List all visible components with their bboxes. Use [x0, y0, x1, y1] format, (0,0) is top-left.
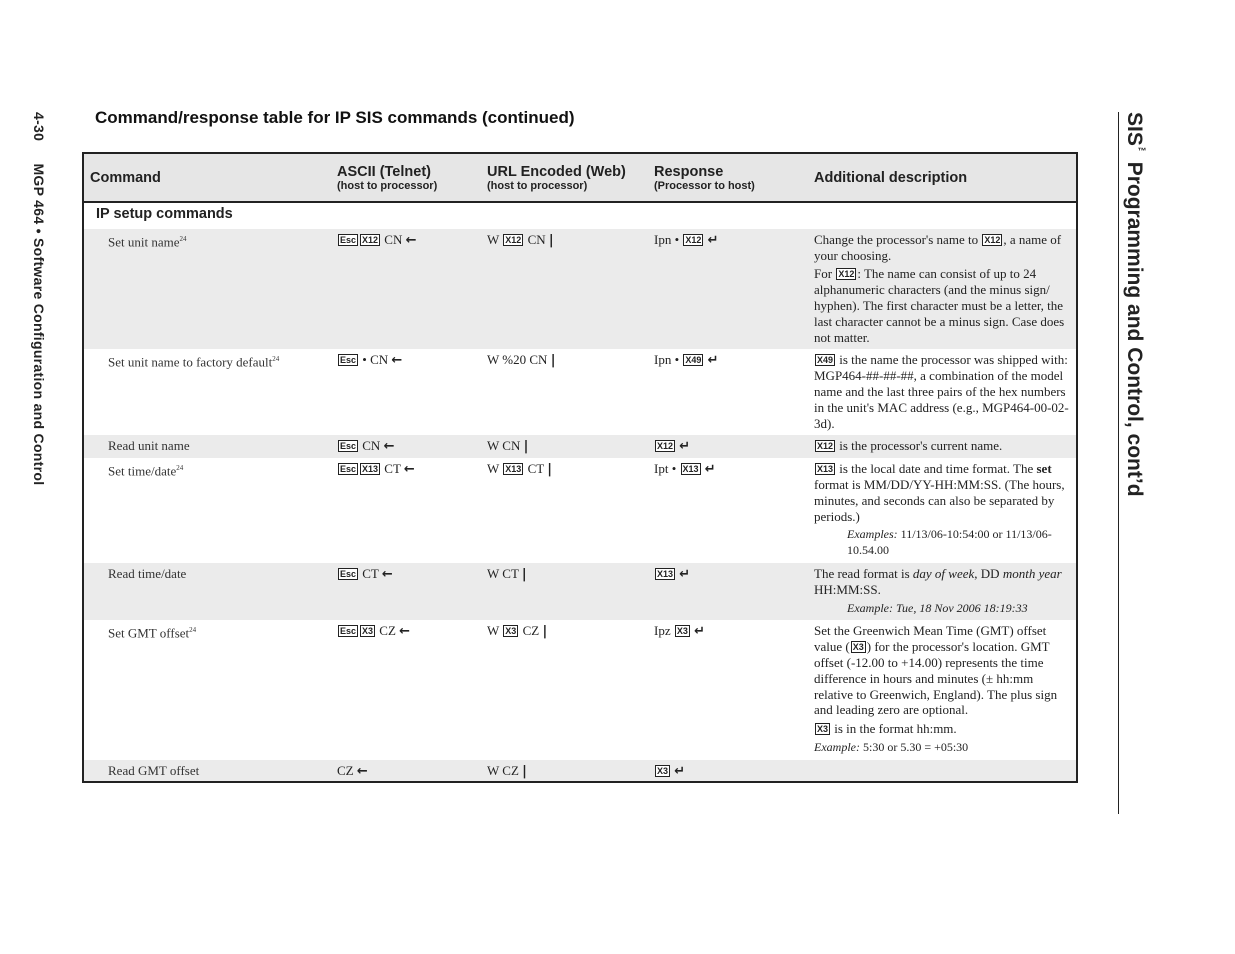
- description-text: ) for the processor's location. GMT offset (-12.00 to +14.00) represents the time difference in hours and minutes (± hh:mm relative to Greenwich, England). The plus sign and leading zero are optional.: [814, 639, 1058, 718]
- description-paragraph: [814, 461, 1072, 524]
- response-cell: [648, 563, 808, 620]
- example-label: Example:: [814, 739, 860, 754]
- response-cell: [648, 458, 808, 563]
- esc-key-token: Esc: [340, 234, 357, 245]
- description-text: is the name the processor was shipped with: MGP464-##-##-##, a combination of the model name and the last three pairs of the hex numbers in the unit's MAC address (e.g., MGP464-00-02-3d).: [814, 352, 1069, 431]
- chapter-rest: Programming and Control, cont’d: [1123, 155, 1146, 497]
- response-cell: [648, 229, 808, 350]
- description-paragraph: [814, 721, 1072, 737]
- group-row: [83, 202, 1077, 229]
- url-prefix: W: [487, 231, 500, 247]
- description-paragraph: [814, 438, 1072, 454]
- chapter-sis: SIS: [1123, 112, 1146, 146]
- return-arrow-icon: ↵: [674, 763, 686, 779]
- header-ascii-sub: (host to processor): [337, 179, 438, 192]
- url-command: W CZ: [487, 762, 519, 778]
- footnote-ref: 24: [189, 626, 197, 635]
- ascii-cell: [331, 435, 481, 458]
- bullet-icon: •: [674, 352, 680, 368]
- header-response-label: Response: [654, 163, 724, 180]
- table-row: [83, 563, 1077, 620]
- footnote-ref: 24: [176, 464, 184, 473]
- command-cell: [83, 563, 331, 620]
- command-response-table: [82, 152, 1078, 783]
- chapter-heading: [1122, 112, 1147, 497]
- description-italic: month year: [1002, 565, 1062, 581]
- description-text: : The name can consist of up to 24 alphanumeric characters (and the minus sign/ hyphen). The first character must be a letter, the last character cannot be a minus sign. Case does not matter.: [814, 266, 1065, 345]
- ascii-cell: [331, 563, 481, 620]
- x12-token: X12: [817, 441, 834, 452]
- esc-key-token: Esc: [340, 464, 357, 475]
- header-command-label: Command: [90, 169, 161, 186]
- response-text: Ipn: [654, 231, 672, 247]
- enter-arrow-icon: ←: [399, 624, 411, 640]
- footnote-ref: 24: [179, 234, 187, 243]
- ascii-cell: [331, 760, 481, 782]
- description-paragraph: [814, 623, 1072, 718]
- description-cell: [808, 760, 1077, 782]
- ascii-command: CN: [362, 438, 381, 454]
- pipe-icon: |: [521, 566, 527, 582]
- pipe-icon: |: [548, 232, 554, 248]
- table-row: [83, 435, 1077, 458]
- x12-token: X12: [657, 441, 674, 452]
- page-number: 4-30: [31, 112, 47, 142]
- ascii-command: CT: [384, 461, 401, 477]
- url-cell: [481, 349, 648, 435]
- x49-token: X49: [817, 355, 834, 366]
- description-text: For: [814, 266, 836, 282]
- url-cell: [481, 760, 648, 782]
- example-text: Example: Tue, 18 Nov 2006 18:19:33: [847, 600, 1028, 615]
- response-text: Ipz: [654, 623, 671, 639]
- trademark-symbol: ™: [1137, 145, 1147, 156]
- description-cell: [808, 620, 1077, 759]
- x12-token: X12: [505, 234, 522, 245]
- example-text: 5:30 or 5.30 = +05:30: [859, 739, 969, 754]
- url-cell: [481, 229, 648, 350]
- table-row: [83, 458, 1077, 563]
- response-text: Ipt: [654, 461, 669, 477]
- x13-token: X13: [657, 568, 674, 579]
- description-cell: [808, 349, 1077, 435]
- return-arrow-icon: ↵: [679, 566, 691, 582]
- x49-token: X49: [685, 355, 702, 366]
- pipe-icon: |: [523, 439, 529, 455]
- example-text: 11/13/06-10:54:00 or 11/13/06-10.54.00: [847, 527, 1052, 558]
- esc-key-token: Esc: [340, 355, 357, 366]
- description-text: Set the Greenwich Mean Time (GMT) offset value (: [814, 623, 1047, 655]
- x13-token: X13: [362, 464, 379, 475]
- command-cell: [83, 435, 331, 458]
- x3-token: X3: [852, 642, 864, 653]
- header-description-label: Additional description: [814, 169, 968, 186]
- url-command: CN: [527, 231, 546, 247]
- command-name: Set time/date: [108, 463, 177, 479]
- response-cell: [648, 349, 808, 435]
- x3-token: X3: [676, 626, 688, 637]
- header-url-label: URL Encoded (Web): [487, 163, 626, 180]
- footnote-ref: 24: [272, 355, 280, 364]
- header-command: [83, 153, 331, 202]
- description-text: is the local date and time format. The: [836, 461, 1037, 477]
- bullet-icon: •: [671, 461, 677, 477]
- enter-arrow-icon: ←: [405, 232, 417, 248]
- url-command: W CN: [487, 438, 521, 454]
- command-name: Set unit name to factory default: [108, 354, 273, 370]
- description-cell: [808, 435, 1077, 458]
- table-row: [83, 760, 1077, 782]
- x3-token: X3: [505, 626, 517, 637]
- command-cell: [83, 229, 331, 350]
- enter-arrow-icon: ←: [381, 566, 393, 582]
- url-cell: [481, 620, 648, 759]
- command-cell: [83, 760, 331, 782]
- description-text: HH:MM:SS.: [814, 581, 881, 597]
- description-paragraph: [814, 266, 1072, 345]
- x12-token: X12: [362, 234, 379, 245]
- ascii-cell: [331, 458, 481, 563]
- description-cell: [808, 229, 1077, 350]
- description-text: Change the processor's name to: [814, 231, 982, 247]
- margin-rule: [1118, 112, 1119, 814]
- table-header-row: [83, 153, 1077, 202]
- description-text: , DD: [974, 565, 1003, 581]
- pipe-icon: |: [547, 462, 552, 478]
- description-bold: set: [1036, 461, 1052, 477]
- pipe-icon: |: [550, 353, 556, 369]
- ascii-command: CN: [384, 231, 403, 247]
- pipe-icon: |: [522, 763, 527, 779]
- x3-token: X3: [817, 724, 829, 735]
- example-line: [814, 740, 1072, 756]
- ascii-cell: [331, 229, 481, 350]
- url-cell: [481, 435, 648, 458]
- header-url: [481, 153, 648, 202]
- url-command: CT: [527, 461, 544, 477]
- description-cell: [808, 458, 1077, 563]
- ascii-command: CN: [370, 352, 389, 368]
- description-italic: day of week: [912, 565, 975, 581]
- x13-token: X13: [505, 464, 522, 475]
- enter-arrow-icon: ←: [403, 462, 415, 478]
- ascii-command: CZ: [337, 762, 354, 778]
- ascii-command: CZ: [379, 623, 396, 639]
- table-row: [83, 229, 1077, 350]
- url-prefix: W: [487, 623, 500, 639]
- return-arrow-icon: ↵: [707, 232, 719, 248]
- response-cell: [648, 620, 808, 759]
- x3-token: X3: [362, 626, 374, 637]
- manual-section-label: MGP 464 • Software Configuration and Control: [31, 163, 47, 486]
- x13-token: X13: [682, 464, 699, 475]
- description-paragraph: [814, 352, 1072, 431]
- response-text: Ipn: [654, 352, 672, 368]
- example-label: Examples:: [847, 527, 898, 542]
- command-name: Read unit name: [108, 438, 190, 454]
- esc-key-token: Esc: [340, 568, 357, 579]
- enter-arrow-icon: ←: [383, 439, 395, 455]
- enter-arrow-icon: ←: [356, 763, 368, 779]
- command-name: Set unit name: [108, 234, 180, 250]
- x13-token: X13: [817, 464, 834, 475]
- esc-key-token: Esc: [340, 441, 357, 452]
- header-url-sub: (host to processor): [487, 179, 588, 192]
- url-cell: [481, 458, 648, 563]
- ascii-command: CT: [362, 565, 379, 581]
- pipe-icon: |: [542, 624, 548, 640]
- page-title: Command/response table for IP SIS commands (continued): [95, 108, 575, 127]
- url-command: W %20 CN: [487, 352, 548, 368]
- x12-token: X12: [838, 269, 855, 280]
- x12-token: X12: [685, 234, 702, 245]
- return-arrow-icon: ↵: [707, 353, 719, 369]
- header-ascii-label: ASCII (Telnet): [337, 163, 431, 180]
- x12-token: X12: [984, 234, 1001, 245]
- ascii-cell: [331, 349, 481, 435]
- header-response: [648, 153, 808, 202]
- bullet-icon: •: [674, 231, 680, 247]
- description-paragraph: [814, 566, 1072, 598]
- header-ascii: [331, 153, 481, 202]
- header-description: [808, 153, 1077, 202]
- header-response-sub: (Processor to host): [654, 179, 755, 192]
- description-paragraph: [814, 232, 1072, 264]
- description-text: , a name of your choosing.: [814, 231, 1062, 263]
- group-title: IP setup commands: [96, 206, 233, 222]
- bullet-icon: •: [362, 352, 367, 368]
- command-name: Set GMT offset: [108, 625, 190, 641]
- page-margin-label: [31, 112, 47, 485]
- ascii-cell: [331, 620, 481, 759]
- url-prefix: W: [487, 461, 500, 477]
- return-arrow-icon: ↵: [704, 462, 716, 478]
- example-line: [814, 601, 1072, 617]
- command-cell: [83, 349, 331, 435]
- response-cell: [648, 435, 808, 458]
- response-cell: [648, 760, 808, 782]
- command-name: Read time/date: [108, 565, 187, 581]
- table-row: [83, 349, 1077, 435]
- url-command: CZ: [522, 623, 540, 639]
- example-line: [814, 527, 1072, 559]
- return-arrow-icon: ↵: [679, 439, 691, 455]
- description-text: is in the format hh:mm.: [831, 721, 957, 737]
- esc-key-token: Esc: [340, 626, 357, 637]
- description-text: format is MM/DD/YY-HH:MM:SS. (The hours, minutes, and seconds can also be separated by periods.): [814, 476, 1065, 524]
- command-cell: [83, 458, 331, 563]
- url-command: W CT: [487, 565, 519, 581]
- command-cell: [83, 620, 331, 759]
- command-name: Read GMT offset: [108, 762, 200, 778]
- url-cell: [481, 563, 648, 620]
- description-text: The read format is: [814, 565, 913, 581]
- table-row: [83, 620, 1077, 759]
- enter-arrow-icon: ←: [391, 353, 403, 369]
- description-text: is the processor's current name.: [836, 438, 1003, 454]
- x3-token: X3: [657, 765, 669, 776]
- return-arrow-icon: ↵: [694, 624, 706, 640]
- description-cell: [808, 563, 1077, 620]
